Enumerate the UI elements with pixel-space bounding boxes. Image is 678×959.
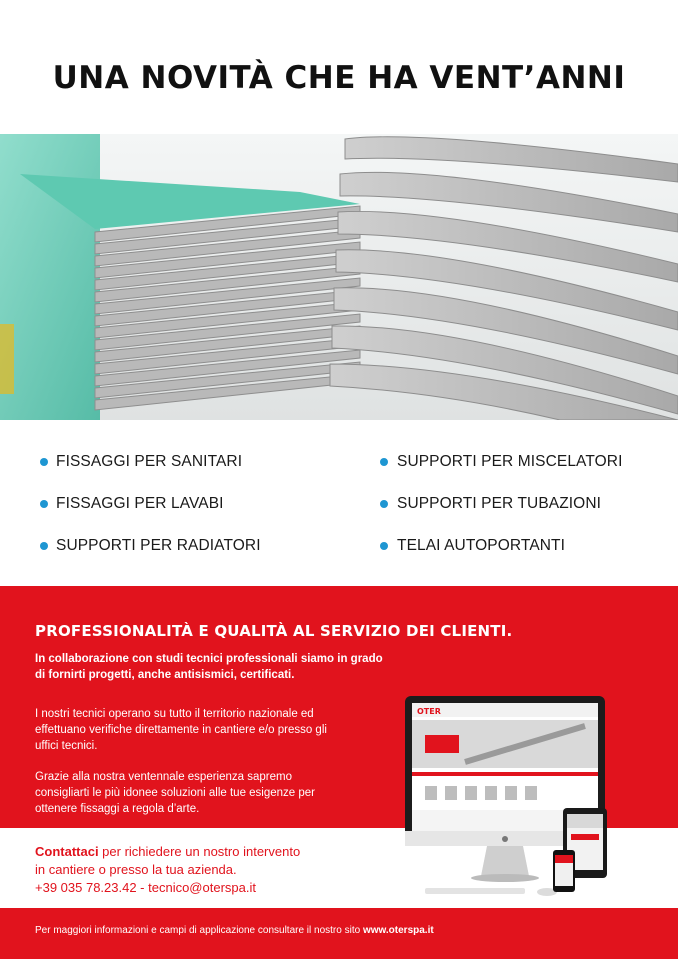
devices-illustration [395, 690, 607, 910]
services-intro-line: di fornirti progetti, anche antisismici, certificati. [35, 669, 295, 681]
headline: UNA NOVITÀ CHE HA VENT’ANNI [52, 60, 626, 96]
services-intro [35, 651, 455, 683]
feature-item: SUPPORTI PER TUBAZIONI [397, 495, 602, 512]
feature-item: TELAI AUTOPORTANTI [397, 537, 566, 554]
bullet-icon [380, 542, 388, 550]
plasterboard-photo [0, 134, 678, 420]
paragraph-line: ottenere fissaggi a regola d’arte. [35, 803, 200, 815]
contact-label: Contattaci [35, 844, 99, 859]
paragraph-line: effettuano verifiche direttamente in cantiere e/o presso gli [35, 724, 327, 736]
paragraph-line: consigliarti le più idonee soluzioni alle tue esigenze per [35, 787, 316, 799]
bullet-icon [40, 542, 48, 550]
services-intro-line: In collaborazione con studi tecnici professionali siamo in grado [35, 653, 383, 665]
contact-line-1 [35, 843, 300, 860]
bullet-icon [380, 500, 388, 508]
contact-line-2: in cantiere o presso la tua azienda. [35, 862, 237, 877]
bullet-icon [40, 458, 48, 466]
services-title: PROFESSIONALITÀ E QUALITÀ AL SERVIZIO DEI CLIENTI. [35, 622, 513, 640]
site-logo: OTER [417, 707, 441, 716]
feature-item: SUPPORTI PER RADIATORI [56, 537, 261, 554]
footer-text: Per maggiori informazioni e campi di applicazione consultare il nostro sito [35, 925, 363, 936]
services-paragraph-1 [35, 706, 395, 754]
footer-note [35, 925, 434, 936]
contact-phone-email[interactable]: +39 035 78.23.42 - tecnico@oterspa.it [35, 880, 256, 895]
paragraph-line: I nostri tecnici operano su tutto il territorio nazionale ed [35, 708, 314, 720]
contact-text: per richiedere un nostro intervento [98, 844, 301, 859]
footer-website-link[interactable]: www.oterspa.it [362, 925, 434, 936]
services-paragraph-2 [35, 769, 395, 817]
feature-item: SUPPORTI PER MISCELATORI [397, 453, 623, 470]
feature-item: FISSAGGI PER LAVABI [56, 495, 224, 512]
feature-item: FISSAGGI PER SANITARI [56, 453, 243, 470]
paragraph-line: uffici tecnici. [35, 740, 98, 752]
paragraph-line: Grazie alla nostra ventennale esperienza sapremo [35, 771, 292, 783]
bullet-icon [380, 458, 388, 466]
bullet-icon [40, 500, 48, 508]
